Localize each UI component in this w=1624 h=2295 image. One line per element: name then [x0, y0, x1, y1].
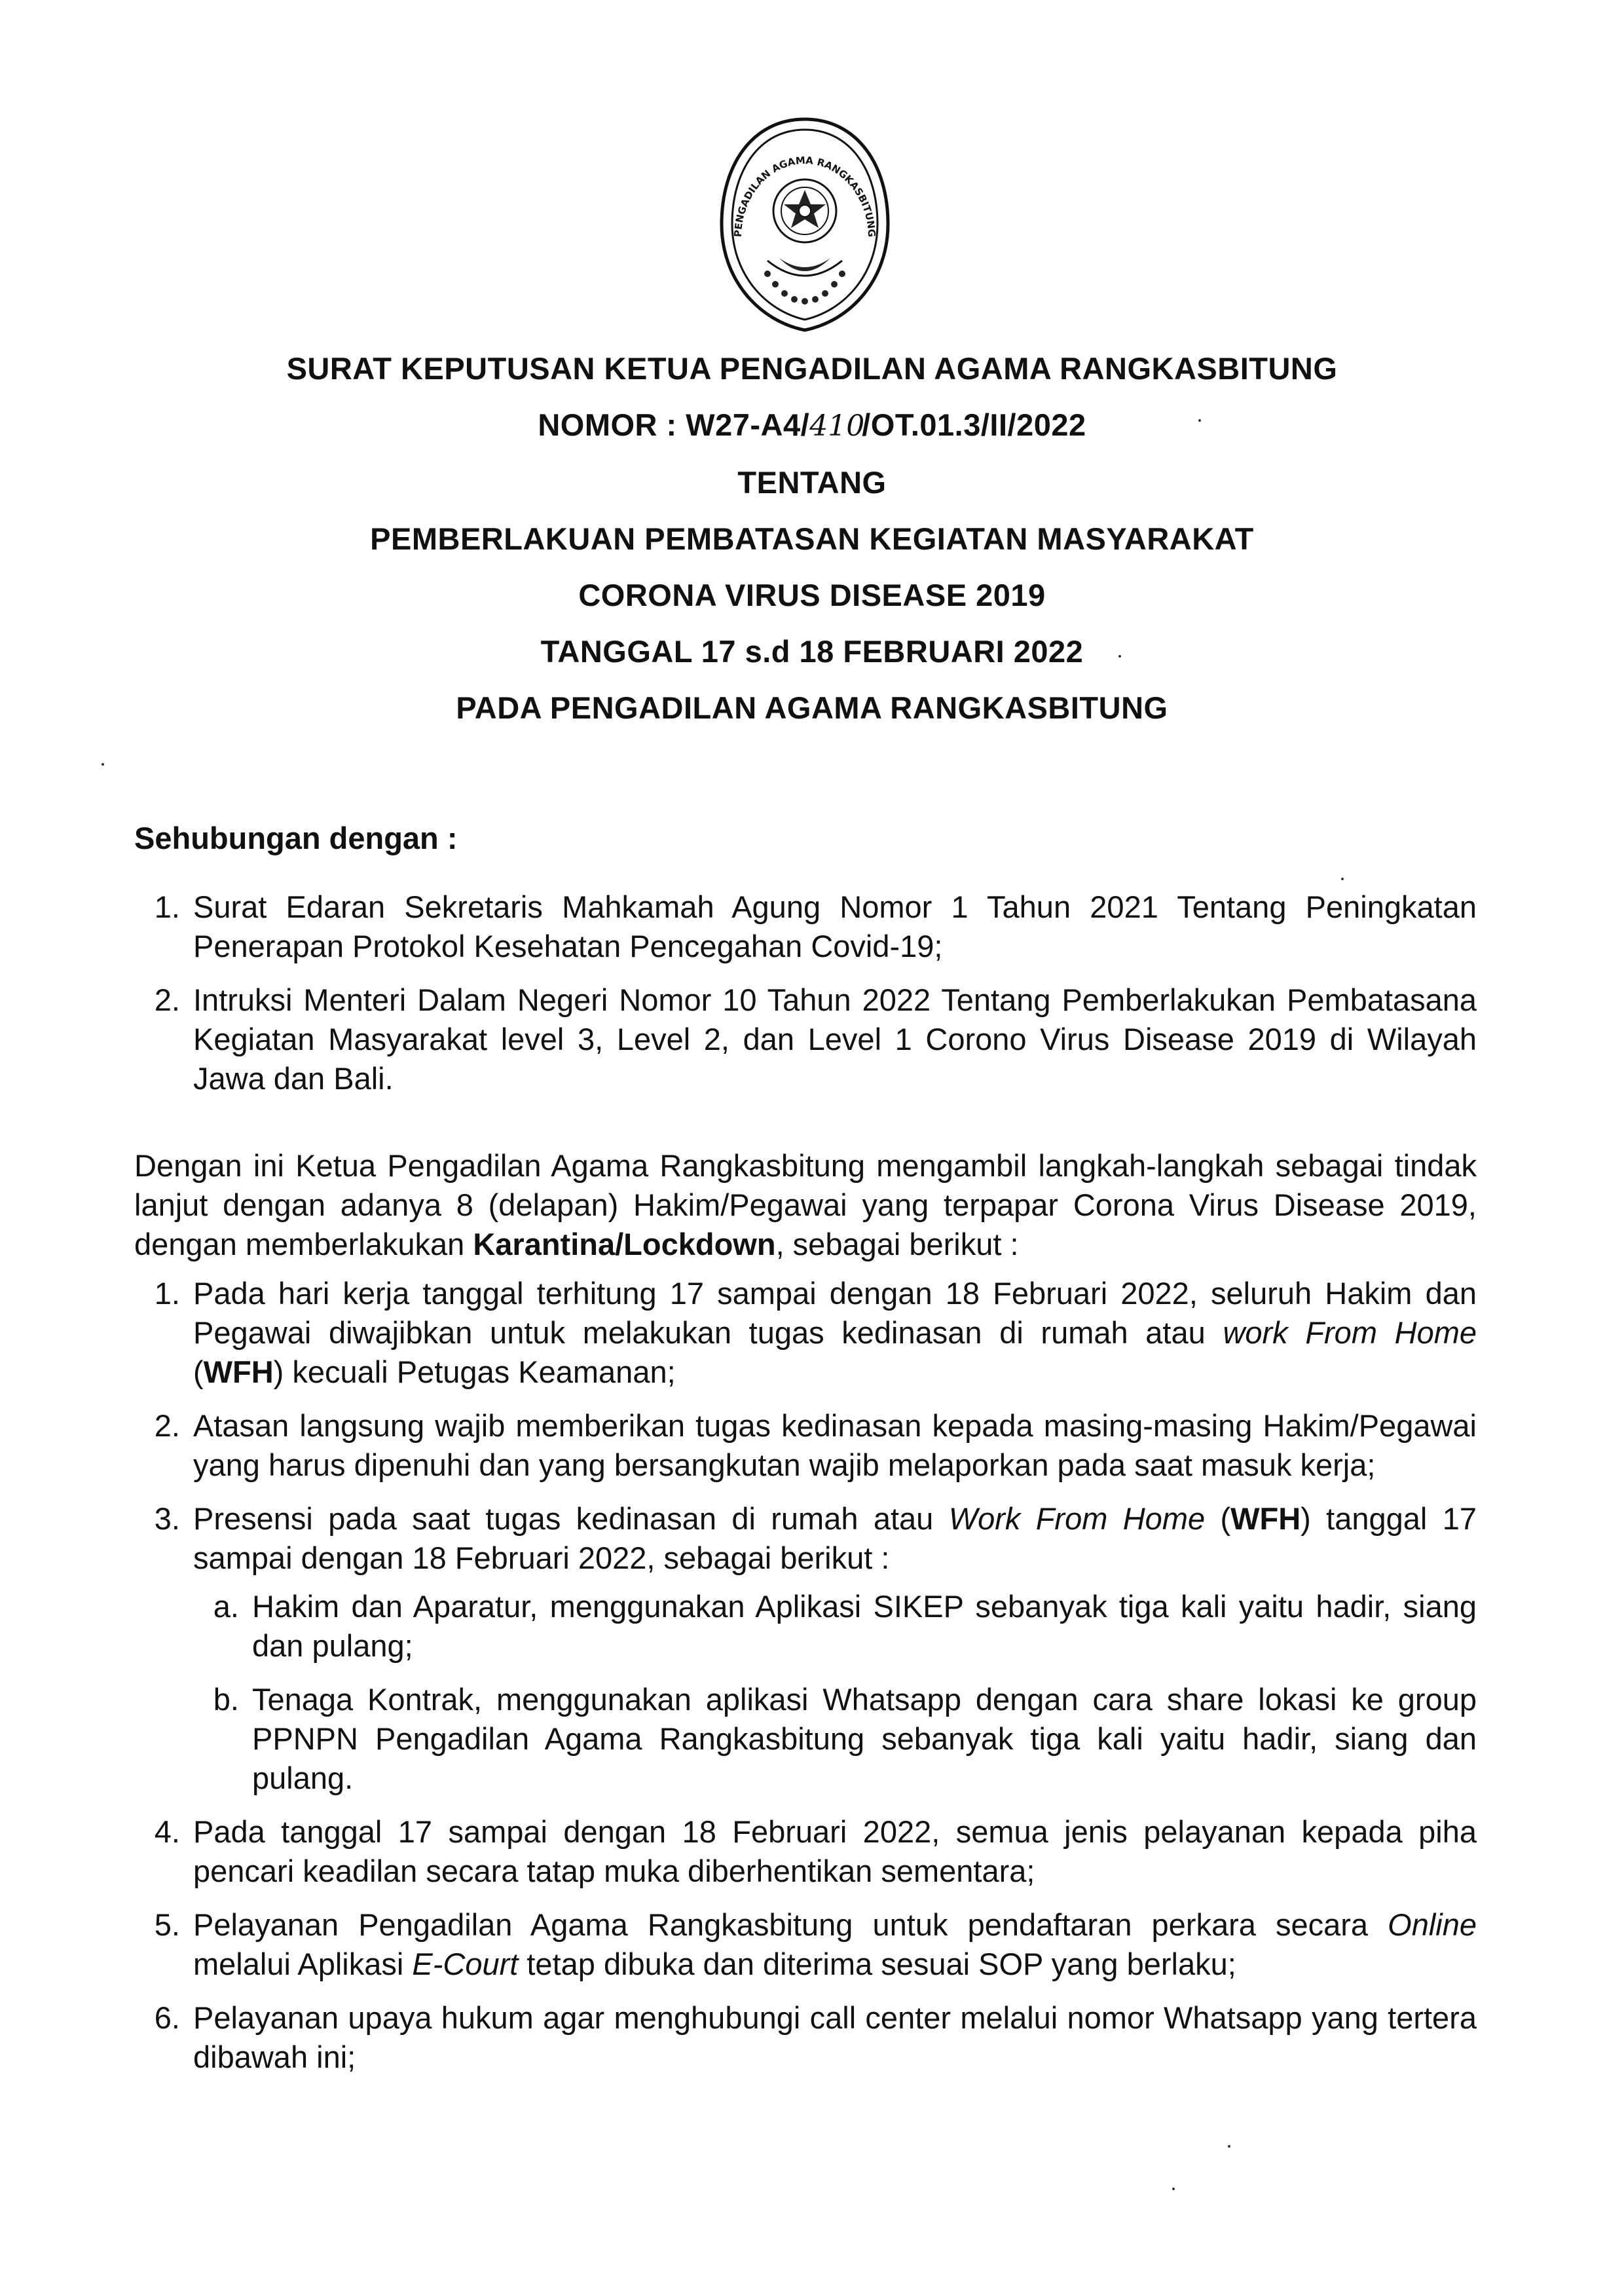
list-item — [134, 887, 1477, 966]
list-item-text: Atasan langsung wajib memberikan tugas kedinasan kepada masing-masing Hakim/Pegawai yang harus dipenuhi dan yang bersangkutan wajib melaporkan pada saat masuk kerja; — [193, 1408, 1477, 1482]
decree-number-suffix: /OT.01.3/II/2022 — [862, 407, 1086, 442]
list-item-text-1: Presensi pada saat tugas kedinasan di rumah atau — [193, 1501, 949, 1536]
list-item — [134, 1406, 1477, 1485]
list-item-number: 1. — [154, 1276, 180, 1311]
list-item-text: Intruksi Menteri Dalam Negeri Nomor 10 Tahun 2022 Tentang Pemberlakukan Pembatasana Kegiatan Masyarakat level 3, Level 2, dan Level 1 Corono Virus Disease 2019 di Wilayah Jawa dan Bali. — [193, 982, 1477, 1096]
list-item — [134, 1274, 1477, 1392]
list-item-number: 3. — [154, 1501, 180, 1536]
sub-list — [193, 1587, 1477, 1798]
list-item-text-3: tetap dibuka dan diterima sesuai SOP yang berlaku; — [518, 1947, 1236, 1981]
sehubungan-heading: Sehubungan dengan : — [134, 821, 458, 855]
intro-bold-text: Karantina/Lockdown — [473, 1227, 776, 1261]
sub-list-item-letter: b. — [213, 1682, 239, 1717]
list-item-number: 2. — [154, 1408, 180, 1443]
title-line-4: PEMBERLAKUAN PEMBATASAN KEGIATAN MASYARAKAT — [370, 521, 1254, 556]
sub-list-item-text: Tenaga Kontrak, menggunakan aplikasi Whatsapp dengan cara share lokasi ke group PPNPN Pengadilan Agama Rangkasbitung sebanyak tiga kali yaitu hadir, siang dan pulang. — [252, 1682, 1477, 1795]
list-item-bold: WFH — [1230, 1501, 1301, 1536]
list-item-text-1: Pada hari kerja tanggal terhitung 17 sampai dengan 18 Februari 2022, seluruh Hakim dan Pegawai diwajibkan untuk melakukan tugas kedinasan di rumah atau — [193, 1276, 1477, 1350]
scan-speck — [1341, 878, 1344, 880]
intro-paragraph — [134, 1146, 1477, 1264]
list-item-bold: WFH — [203, 1354, 274, 1389]
scan-speck — [1198, 419, 1201, 422]
sehubungan-list — [134, 887, 1477, 1113]
list-item-italic: Work From Home — [948, 1501, 1206, 1536]
decree-number-handwritten: 410 — [809, 409, 865, 443]
list-item-italic-2: E-Court — [412, 1947, 519, 1981]
sub-list-item — [193, 1680, 1477, 1798]
title-line-3: TENTANG — [737, 465, 887, 500]
sub-list-item-letter: a. — [213, 1589, 239, 1624]
list-item-text-2: melalui Aplikasi — [193, 1947, 413, 1981]
list-item-text-1: Pelayanan Pengadilan Agama Rangkasbitung untuk pendaftaran perkara secara — [193, 1907, 1388, 1942]
title-line-7: PADA PENGADILAN AGAMA RANGKASBITUNG — [456, 690, 1168, 725]
list-item-text: Surat Edaran Sekretaris Mahkamah Agung Nomor 1 Tahun 2021 Tentang Peningkatan Penerapan Protokol Kesehatan Pencegahan Covid-19; — [193, 889, 1477, 963]
list-item-number: 4. — [154, 1814, 180, 1849]
intro-text-2: , sebagai berikut : — [775, 1227, 1019, 1261]
list-item-number: 5. — [154, 1907, 180, 1942]
court-seal-icon — [716, 113, 893, 335]
list-item-text-2: ( — [1205, 1501, 1231, 1536]
scan-speck — [1172, 2188, 1175, 2190]
list-item-text: Pelayanan upaya hukum agar menghubungi call center melalui nomor Whatsapp yang tertera dibawah ini; — [193, 2000, 1477, 2074]
list-item — [134, 980, 1477, 1098]
title-line-1: SURAT KEPUTUSAN KETUA PENGADILAN AGAMA RANGKASBITUNG — [286, 351, 1338, 386]
title-line-6: TANGGAL 17 s.d 18 FEBRUARI 2022 — [540, 634, 1084, 669]
list-item-italic-1: Online — [1388, 1907, 1477, 1942]
list-item-text-3: ) kecuali Petugas Keamanan; — [273, 1354, 676, 1389]
scan-speck — [101, 763, 104, 766]
list-item-italic: work From Home — [1223, 1315, 1477, 1350]
list-item-text-2: ( — [193, 1354, 204, 1389]
decree-number-prefix: NOMOR : W27-A4/ — [538, 407, 810, 442]
decree-title-block — [0, 341, 1624, 736]
list-item-number: 6. — [154, 2000, 180, 2035]
list-item-text-3: ) tanggal 17 sampai dengan 18 Februari 2022, sebagai berikut : — [193, 1501, 1477, 1575]
scan-speck — [1118, 655, 1121, 658]
list-item-text: Pada tanggal 17 sampai dengan 18 Februari 2022, semua jenis pelayanan kepada piha pencari keadilan secara tatap muka diberhentikan sementara; — [193, 1814, 1477, 1888]
list-item — [134, 1905, 1477, 1984]
scan-speck — [1228, 2145, 1230, 2148]
measures-list — [134, 1274, 1477, 2091]
sub-list-item-text: Hakim dan Aparatur, menggunakan Aplikasi SIKEP sebanyak tiga kali yaitu hadir, siang dan pulang; — [252, 1589, 1477, 1663]
sub-list-item — [193, 1587, 1477, 1666]
list-item-number: 2. — [154, 982, 180, 1017]
list-item — [134, 1499, 1477, 1798]
decree-number — [0, 397, 1624, 455]
list-item — [134, 1998, 1477, 2077]
intro-text-1: Dengan ini Ketua Pengadilan Agama Rangkasbitung mengambil langkah-langkah sebagai tindak lanjut dengan adanya 8 (delapan) Hakim/Pegawai yang terpapar Corona Virus Disease 2019, dengan memberlakukan — [134, 1148, 1477, 1261]
title-line-5: CORONA VIRUS DISEASE 2019 — [578, 578, 1046, 612]
list-item — [134, 1812, 1477, 1891]
list-item-number: 1. — [154, 889, 180, 924]
seal-ring-text: PENGADILAN AGAMA RANGKASBITUNG — [731, 154, 878, 238]
